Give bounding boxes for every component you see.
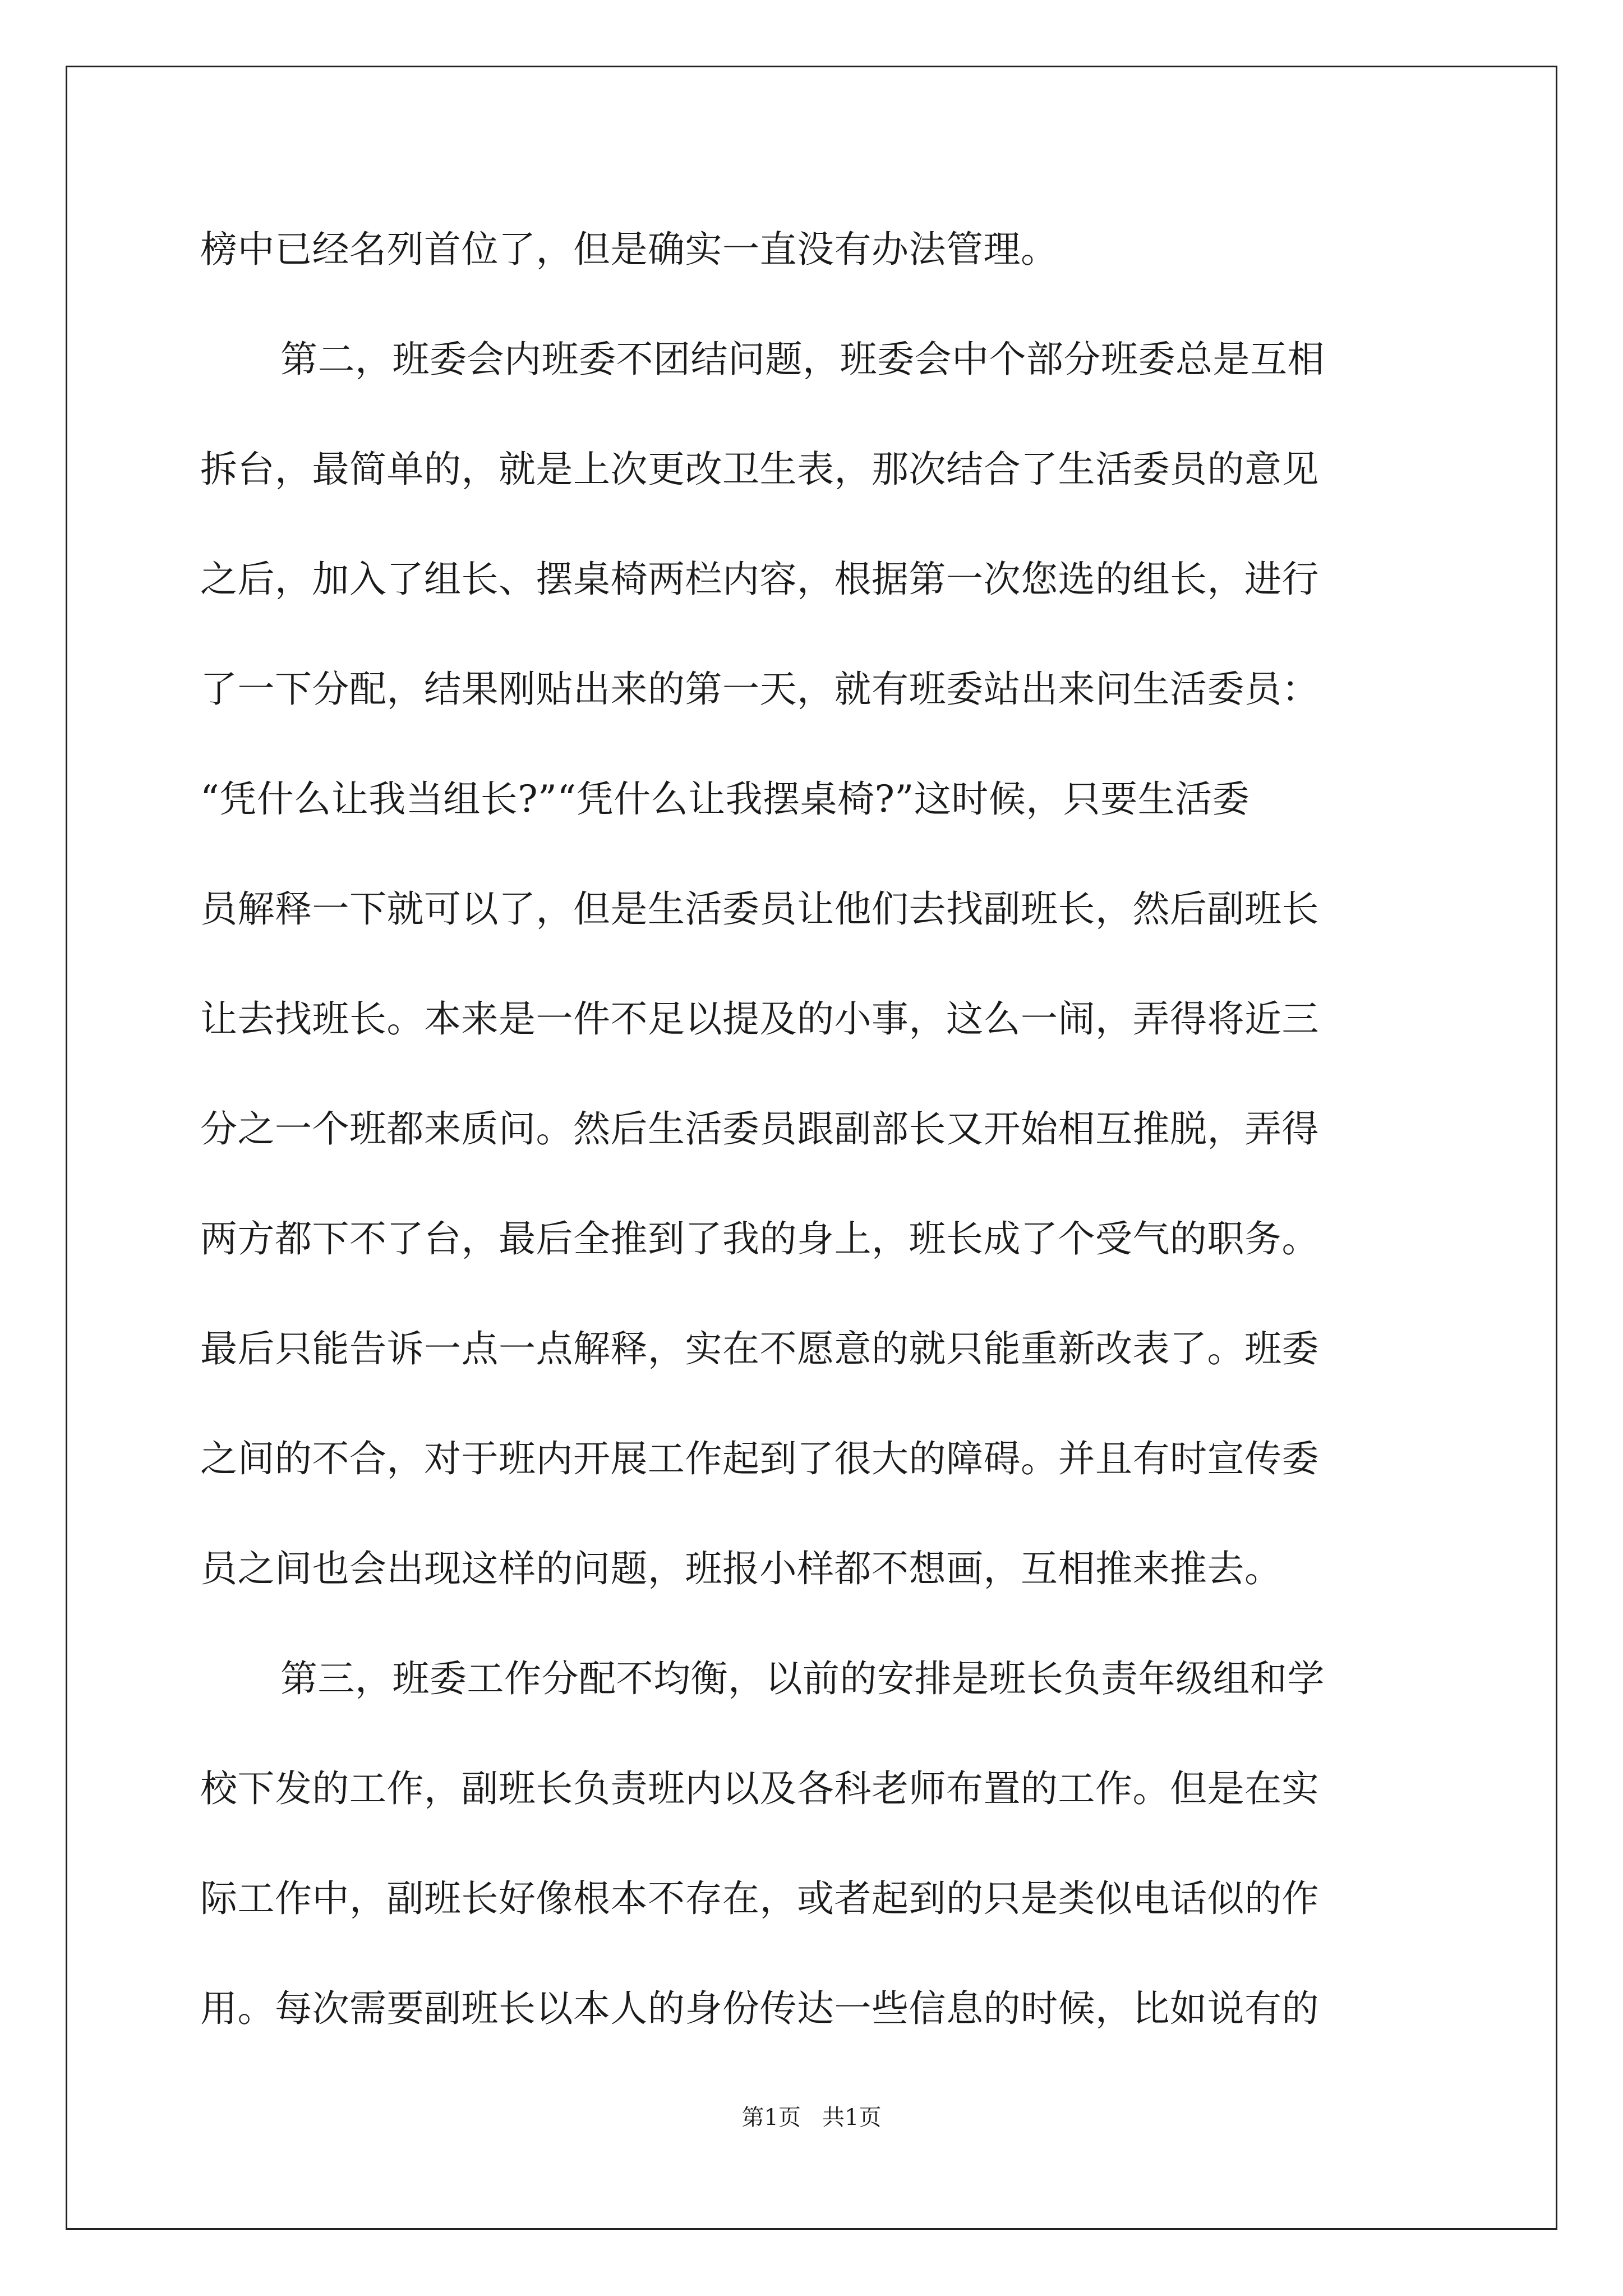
text-line: 员解释一下就可以了，但是生活委员让他们去找副班长，然后副班长 <box>200 887 1319 931</box>
text-line: 校下发的工作，副班长负责班内以及各科老师布置的工作。但是在实 <box>200 1767 1319 1810</box>
text-line: 员之间也会出现这样的问题，班报小样都不想画，互相推来推去。 <box>200 1547 1282 1590</box>
text-line: 用。每次需要副班长以本人的身份传达一些信息的时候，比如说有的 <box>200 1987 1319 2030</box>
text-line: 之后，加入了组长、摆桌椅两栏内容，根据第一次您选的组长，进行 <box>200 558 1319 601</box>
text-line: 之间的不合，对于班内开展工作起到了很大的障碍。并且有时宣传委 <box>200 1437 1319 1480</box>
text-line: 最后只能告诉一点一点解释，实在不愿意的就只能重新改表了。班委 <box>200 1327 1319 1370</box>
text-line: 让去找班长。本来是一件不足以提及的小事，这么一闹，弄得将近三 <box>200 997 1319 1041</box>
text-line: 两方都下不了台，最后全推到了我的身上，班长成了个受气的职务。 <box>200 1217 1319 1260</box>
paragraph-start-line: 第二，班委会内班委不团结问题，班委会中个部分班委总是互相 <box>280 338 1325 381</box>
page-number-footer: 第1页 共1页 <box>741 2105 882 2131</box>
paragraph-start-line: 第三，班委工作分配不均衡，以前的安排是班长负责年级组和学 <box>280 1657 1325 1700</box>
text-line: “凭什么让我当组长?”“凭什么让我摆桌椅?”这时候，只要生活委 <box>200 777 1250 821</box>
text-line: 拆台，最简单的，就是上次更改卫生表，那次结合了生活委员的意见 <box>200 448 1319 491</box>
text-line: 了一下分配，结果刚贴出来的第一天，就有班委站出来问生活委员： <box>200 668 1319 711</box>
text-line: 分之一个班都来质问。然后生活委员跟副部长又开始相互推脱，弄得 <box>200 1107 1319 1151</box>
text-line: 榜中已经名列首位了，但是确实一直没有办法管理。 <box>200 228 1058 271</box>
text-line: 际工作中，副班长好像根本不存在，或者起到的只是类似电话似的作 <box>200 1877 1319 1920</box>
